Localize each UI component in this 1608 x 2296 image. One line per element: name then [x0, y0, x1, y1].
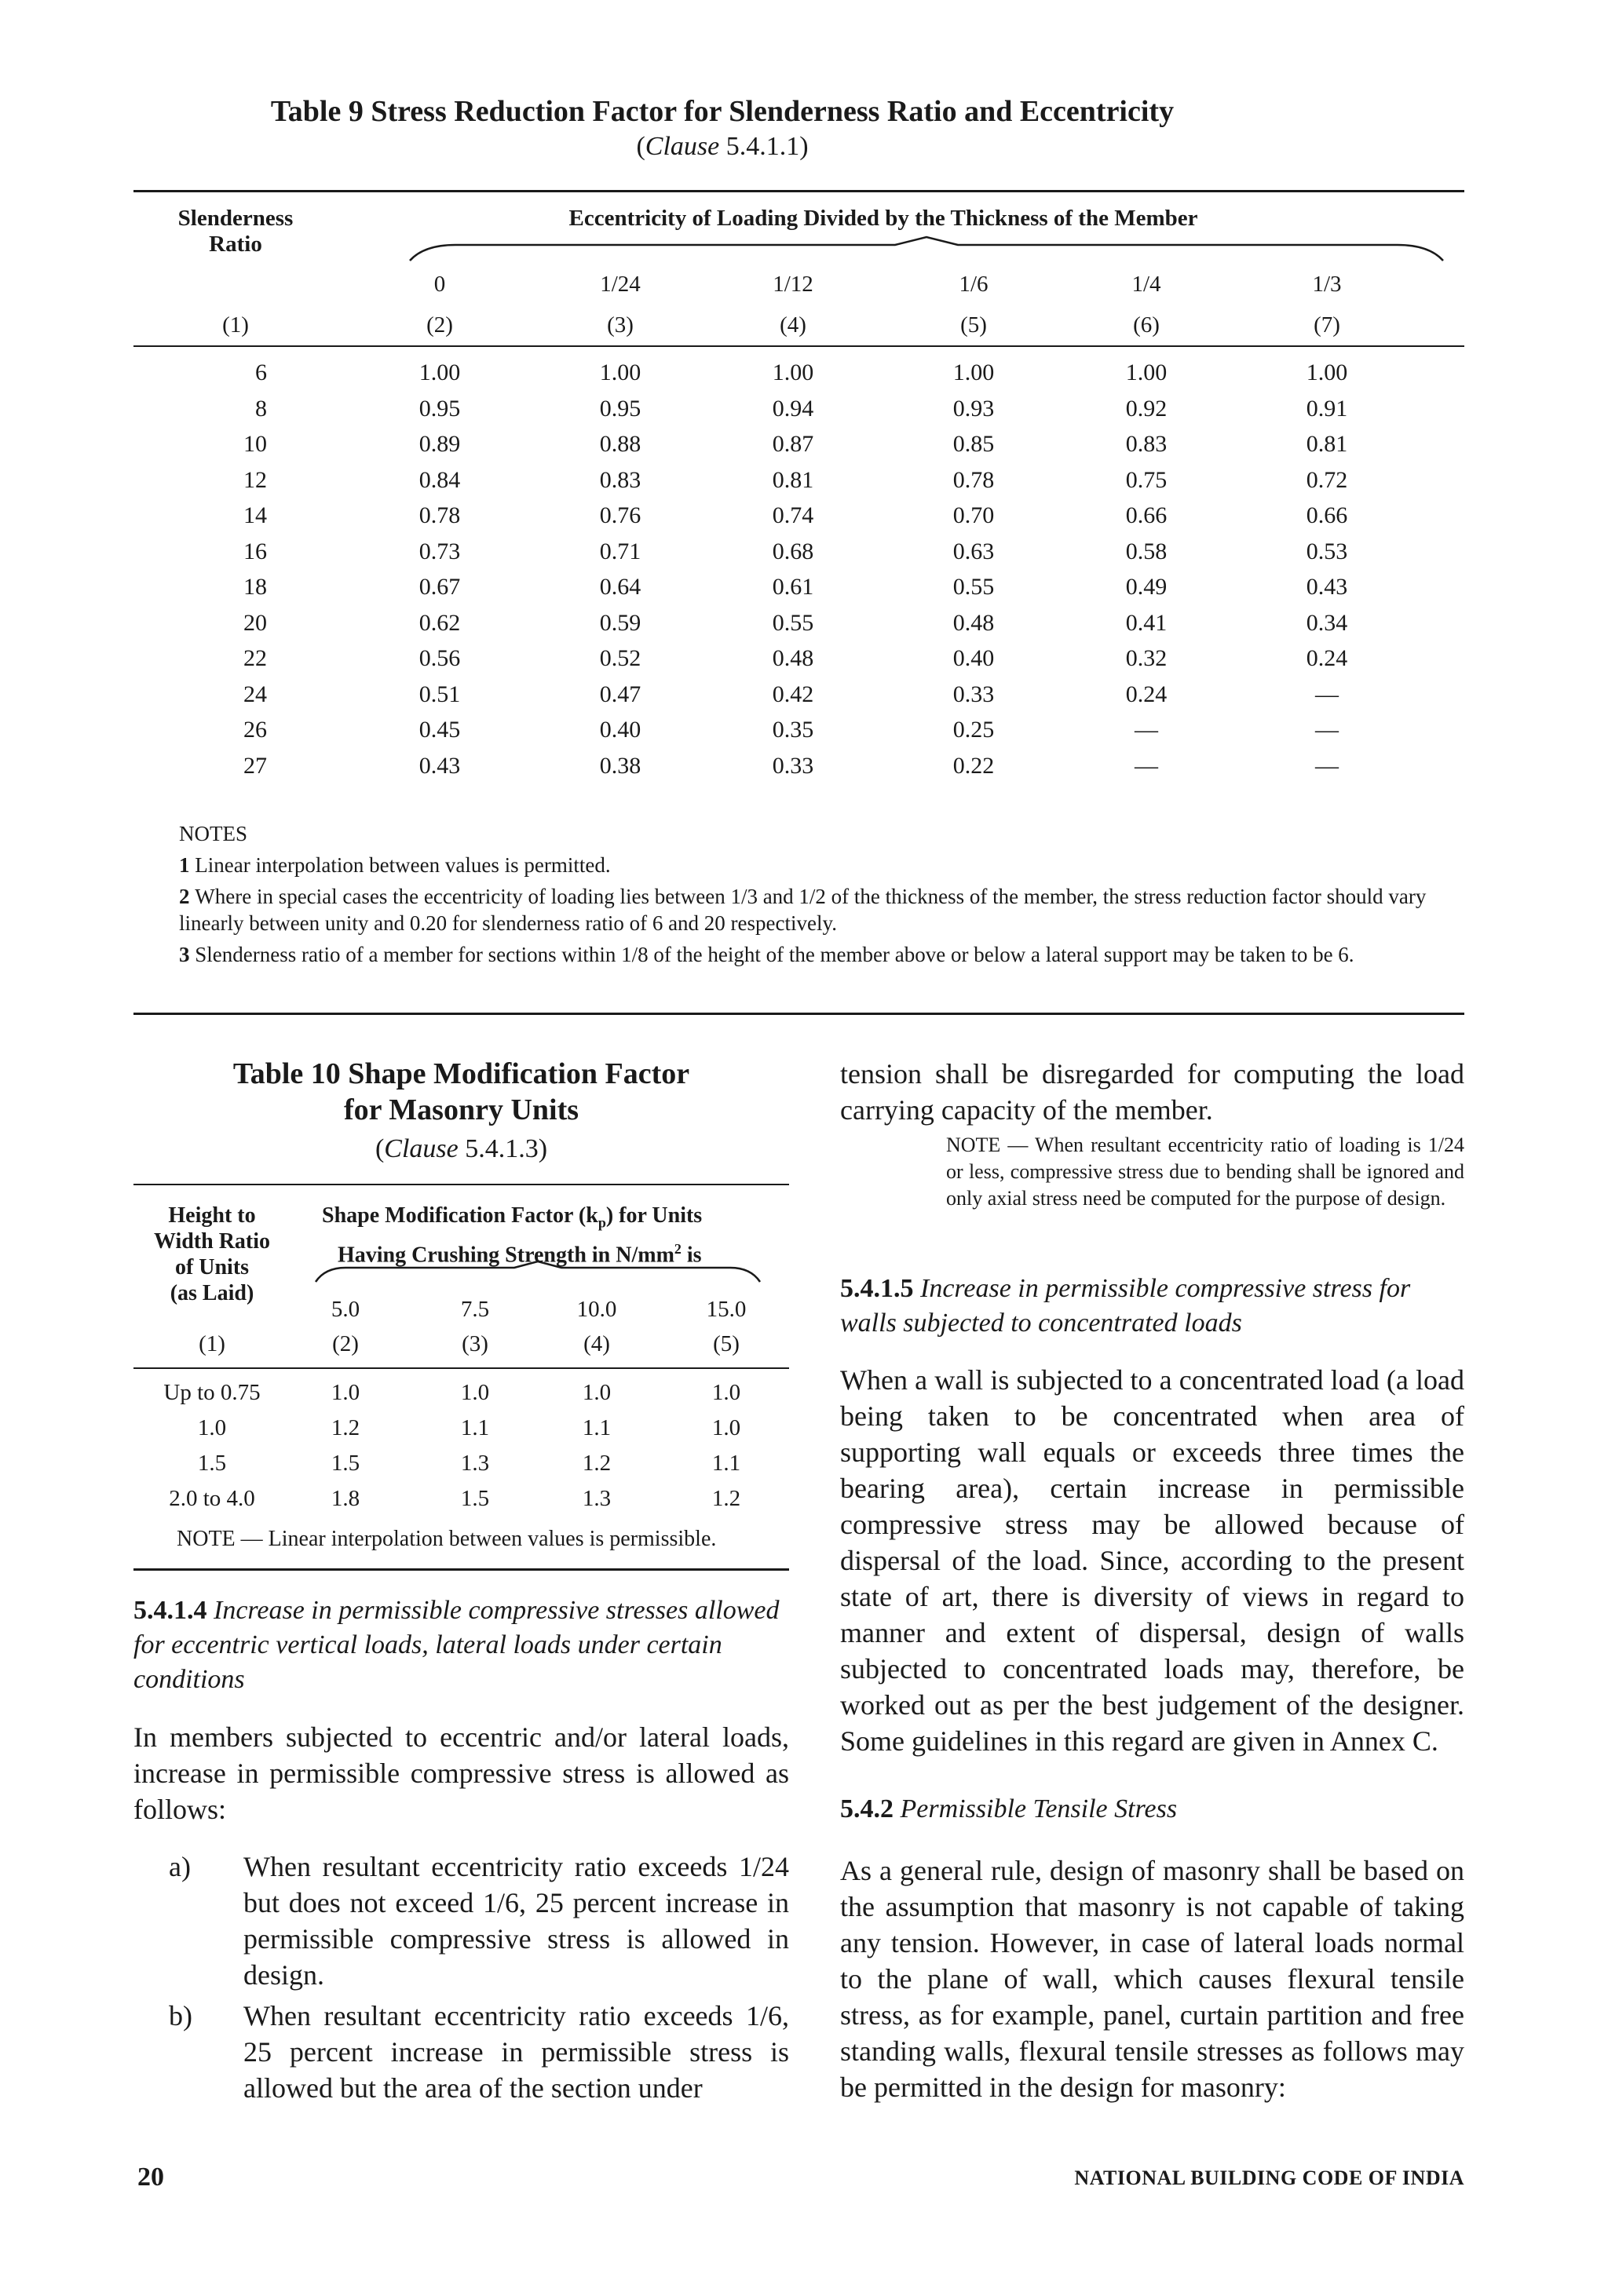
table9-value-cell: 0.41: [1125, 609, 1168, 636]
table9-ratio-cell: 6: [255, 360, 267, 385]
section-5414-heading: [133, 1593, 789, 1697]
table10-column-number: (2): [332, 1331, 359, 1356]
table9-ratio-cell: 12: [243, 466, 267, 493]
table9-value-cell: 0.32: [1125, 645, 1168, 671]
table9-column-header: 1/4: [1131, 272, 1161, 297]
table9-ratio-cell: 22: [243, 645, 267, 671]
table10-value-cell: 1.0: [711, 1415, 741, 1440]
table9-ratio-cell: 14: [243, 502, 267, 528]
table9-column-number: (6): [1133, 312, 1160, 338]
table9-notes: [179, 852, 1467, 973]
table9-column-header: 1/24: [600, 272, 641, 297]
table9-column-number: (5): [960, 312, 987, 338]
section-5415-body: When a wall is subjected to a concentrated load (a load being taken to be concentrated when area of supporting wall equals or exceeds three times the bearing area), certain increase in permissible compressive stress may be allowed because of dispersal of the load. Since, according to the present state of art, there is diversity of views in regard to manner and extent of dispersal, design of walls subjected to concentrated loads may, therefore, be worked out as per the best judgement of the designer. Some guidelines in this regard are given in Annex C.: [840, 1364, 1464, 1757]
section-number: 5.4.2: [840, 1794, 894, 1823]
table9-column-number: (7): [1314, 312, 1340, 338]
table9-group-header: Eccentricity of Loading Divided by the Thickness of the Member: [568, 206, 1198, 231]
table9-ratio-cell: 18: [243, 574, 267, 600]
table9-value-cell: —: [1315, 681, 1339, 707]
note-number: 1: [179, 853, 196, 877]
section-5414-intro: In members subjected to eccentric and/or lateral loads, increase in permissible compressive stress is allowed as follows:: [133, 1721, 789, 1825]
table9-ratio-cell: 8: [255, 395, 267, 422]
table9-value-cell: 0.81: [1306, 431, 1348, 457]
table9-ratio-cell: 27: [243, 752, 267, 779]
table9-value-cell: 0.72: [1306, 466, 1348, 493]
table9-value-cell: 1.00: [772, 360, 814, 385]
table10-header-rule: [133, 1367, 789, 1369]
table10-top-rule: [133, 1184, 789, 1185]
group-header-text: Shape Modification Factor (k: [322, 1203, 598, 1228]
table9-value-cell: 0.68: [772, 538, 814, 564]
table9-notes-heading: NOTES: [179, 822, 247, 845]
table9-value-cell: —: [1315, 752, 1339, 779]
table9-header-rule: [133, 345, 1464, 347]
section-542-body: As a general rule, design of masonry shall be based on the assumption that masonry is not capable of taking any tension. However, in case of lateral loads normal to the plane of wall, which causes flexural tensile stress, as for example, panel, curtain partition and free standing walls, flexural tensile stresses as follows may be permitted in the design for masonry:: [840, 1855, 1464, 2103]
table9-top-rule: [133, 190, 1464, 192]
table9-value-cell: 0.58: [1125, 538, 1168, 564]
table9-value-cell: 0.38: [599, 752, 641, 779]
clause-number: 5.4.1.1: [725, 132, 800, 161]
table9-value-cell: 0.56: [418, 645, 461, 671]
page-number: 20: [137, 2163, 164, 2192]
publication-name: NATIONAL BUILDING CODE OF INDIA: [1074, 2166, 1464, 2189]
table9-value-cell: 0.43: [418, 752, 461, 779]
section-542-heading: [840, 1791, 1464, 1827]
table9-value-cell: 1.00: [1306, 360, 1348, 385]
table10-value-cell: 1.0: [460, 1380, 490, 1405]
table9-column-header: 1/12: [773, 272, 813, 297]
table9-value-cell: 0.24: [1125, 681, 1168, 707]
table10-value-cell: 1.3: [460, 1451, 490, 1476]
table10-column-number: (5): [713, 1331, 740, 1356]
clause-label: Clause: [645, 132, 720, 161]
table9-value-cell: —: [1135, 717, 1158, 743]
table10-value-cell: 1.1: [711, 1451, 741, 1476]
table9-value-cell: 0.22: [952, 752, 995, 779]
table9-value-cell: 0.76: [599, 502, 641, 528]
table9-value-cell: 0.74: [772, 502, 814, 528]
table9-value-cell: 0.34: [1306, 609, 1348, 636]
table10-value-cell: 1.5: [460, 1486, 490, 1511]
table9-ratio-cell: 26: [243, 717, 267, 743]
table10-row-header: [133, 1203, 291, 1306]
table10-value-cell: 1.0: [711, 1380, 741, 1405]
row-header-line2: Ratio: [209, 232, 262, 257]
section-heading: Increase in permissible compressive stresses allowed for eccentric vertical loads, lateral loads under certain conditions: [133, 1596, 780, 1694]
table10-column-header: 5.0: [331, 1297, 360, 1322]
table9-value-cell: —: [1135, 752, 1158, 779]
table9-column-header: 1/6: [959, 272, 989, 297]
table9-value-cell: 0.95: [599, 395, 641, 422]
table10-value-cell: 1.1: [582, 1415, 612, 1440]
table9-note: [179, 852, 1467, 878]
note-number: 3: [179, 943, 196, 966]
table9-value-cell: 0.62: [418, 609, 461, 636]
table9-value-cell: 0.47: [599, 681, 641, 707]
list-item-a-label: a): [169, 1851, 191, 1882]
table10-value-cell: 1.0: [331, 1380, 360, 1405]
group-header-subscript: p: [598, 1214, 606, 1231]
table9-value-cell: 0.33: [772, 752, 814, 779]
table9-value-cell: 0.43: [1306, 574, 1348, 600]
continuation-text: tension shall be disregarded for computing the load carrying capacity of the member.: [840, 1058, 1464, 1126]
table9-value-cell: 0.49: [1125, 574, 1168, 600]
table10-column-header: 10.0: [576, 1297, 617, 1322]
group-header-text: is: [681, 1242, 702, 1267]
table10-bottom-rule: [133, 1568, 789, 1571]
list-item-b-label: b): [169, 2000, 192, 2031]
section-number: 5.4.1.5: [840, 1274, 914, 1303]
table10-column-number: (1): [199, 1331, 225, 1356]
table10-value-cell: 1.5: [331, 1451, 360, 1476]
group-header-superscript: 2: [674, 1240, 682, 1257]
table10-value-cell: 1.0: [582, 1380, 612, 1405]
table9-bottom-rule: [133, 1013, 1464, 1015]
table10-ratio-cell: 1.5: [197, 1451, 227, 1476]
table9-value-cell: 0.71: [599, 538, 641, 564]
table10-value-cell: 1.8: [331, 1486, 360, 1511]
eccentricity-note: NOTE — When resultant eccentricity ratio of loading is 1/24 or less, compressive stress due to bending shall be ignored and only axial stress need be computed for the purpose of design.: [946, 1133, 1464, 1210]
note-text: Linear interpolation between values is permitted.: [195, 853, 611, 877]
section-heading: Permissible Tensile Stress: [900, 1794, 1178, 1823]
table9-value-cell: 0.92: [1125, 395, 1168, 422]
table9-value-cell: 0.45: [418, 717, 461, 743]
table10-value-cell: 1.2: [582, 1451, 612, 1476]
table9-value-cell: 0.91: [1306, 395, 1348, 422]
table10-column-number: (3): [462, 1331, 488, 1356]
table9-ratio-cell: 24: [243, 681, 267, 707]
group-header-text: Having Crushing Strength in N/mm: [338, 1242, 674, 1267]
table10-column-header: 15.0: [706, 1297, 747, 1322]
table9-title: Table 9 Stress Reduction Factor for Slenderness Ratio and Eccentricity: [270, 95, 1175, 128]
table9-value-cell: 0.95: [418, 395, 461, 422]
table9-column-header: 1/3: [1312, 272, 1342, 297]
table9-ratio-cell: 16: [243, 538, 267, 564]
table9-value-cell: 0.42: [772, 681, 814, 707]
table9-group-brace: [408, 235, 1445, 267]
table9-value-cell: 0.83: [599, 466, 641, 493]
table9-value-cell: 0.59: [599, 609, 641, 636]
row-header-line: Height to: [168, 1203, 256, 1228]
list-item-b-text: When resultant eccentricity ratio exceeds 1/6, 25 percent increase in permissible stress is allowed but the area of the section under: [243, 2000, 789, 2104]
table9-value-cell: 0.25: [952, 717, 995, 743]
table9-value-cell: 0.70: [952, 502, 995, 528]
table9-ratio-cell: 20: [243, 609, 267, 636]
table10-ratio-cell: Up to 0.75: [163, 1380, 261, 1405]
note-text: Where in special cases the eccentricity of loading lies between 1/3 and 1/2 of the thickness of the member, the stress reduction factor should vary linearly between unity and 0.20 for slenderness ratio of 6 and 20 respectively.: [179, 885, 1427, 935]
table9-value-cell: 0.94: [772, 395, 814, 422]
row-header-line1: Slenderness: [177, 206, 294, 231]
table10-clause: (Clause 5.4.1.3): [375, 1134, 548, 1163]
table10-value-cell: 1.1: [460, 1415, 490, 1440]
table9-column-header: 0: [433, 272, 446, 297]
table9-value-cell: 1.00: [1125, 360, 1168, 385]
table9-value-cell: 0.35: [772, 717, 814, 743]
table10-value-cell: 1.2: [711, 1486, 741, 1511]
table9-value-cell: 0.40: [599, 717, 641, 743]
table9-value-cell: 0.84: [418, 466, 461, 493]
table9-value-cell: 0.89: [418, 431, 461, 457]
table9-value-cell: 0.55: [952, 574, 995, 600]
table10-value-cell: 1.2: [331, 1415, 360, 1440]
section-number: 5.4.1.4: [133, 1596, 207, 1625]
table9-value-cell: 0.52: [599, 645, 641, 671]
table10-title-line1: Table 10 Shape Modification Factor: [232, 1057, 690, 1090]
table10-group-brace: [314, 1260, 762, 1287]
table9-value-cell: 0.88: [599, 431, 641, 457]
table10-ratio-cell: 1.0: [197, 1415, 227, 1440]
table9-value-cell: 0.33: [952, 681, 995, 707]
table10-value-cell: 1.3: [582, 1486, 612, 1511]
table10-group-header: [322, 1203, 793, 1268]
group-header-text: ) for Units: [605, 1203, 703, 1228]
table9-value-cell: 0.66: [1306, 502, 1348, 528]
table9-value-cell: 0.85: [952, 431, 995, 457]
table10-title-line2: for Masonry Units: [343, 1093, 579, 1126]
table10-ratio-cell: 2.0 to 4.0: [169, 1486, 255, 1511]
table9-value-cell: 0.48: [772, 645, 814, 671]
table9-value-cell: 0.93: [952, 395, 995, 422]
table9-ratio-cell: 10: [243, 431, 267, 457]
table9-clause: (Clause 5.4.1.1): [636, 132, 809, 161]
table9-value-cell: 1.00: [599, 360, 641, 385]
table9-value-cell: —: [1315, 717, 1339, 743]
table9-value-cell: 0.73: [418, 538, 461, 564]
table9-value-cell: 0.78: [952, 466, 995, 493]
clause-number: 5.4.1.3: [465, 1134, 539, 1163]
table9-column-number: (3): [607, 312, 634, 338]
table9-value-cell: 0.67: [418, 574, 461, 600]
table9-value-cell: 0.64: [599, 574, 641, 600]
note-number: 2: [179, 885, 196, 908]
table9-value-cell: 0.53: [1306, 538, 1348, 564]
table10-column-number: (4): [583, 1331, 610, 1356]
table9-value-cell: 0.78: [418, 502, 461, 528]
table9-value-cell: 0.66: [1125, 502, 1168, 528]
table9-value-cell: 0.81: [772, 466, 814, 493]
note-text: Slenderness ratio of a member for sections within 1/8 of the height of the member above or below a lateral support may be taken to be 6.: [195, 943, 1354, 966]
row-header-line: of Units: [174, 1255, 250, 1279]
table9-column-number: (1): [222, 312, 249, 338]
section-heading: Increase in permissible compressive stress for walls subjected to concentrated loads: [840, 1274, 1411, 1338]
list-item-a-text: When resultant eccentricity ratio exceeds 1/24 but does not exceed 1/6, 25 percent increase in permissible compressive stress is allowed in design.: [243, 1851, 789, 1991]
table9-value-cell: 0.55: [772, 609, 814, 636]
row-header-line: (as Laid): [170, 1281, 254, 1305]
clause-label: Clause: [384, 1134, 459, 1163]
table9-value-cell: 0.40: [952, 645, 995, 671]
table9-value-cell: 0.24: [1306, 645, 1348, 671]
table9-value-cell: 0.61: [772, 574, 814, 600]
table9-value-cell: 0.87: [772, 431, 814, 457]
section-5415-heading: [840, 1272, 1464, 1341]
table9-value-cell: 0.63: [952, 538, 995, 564]
row-header-line: Width Ratio: [153, 1229, 271, 1254]
table9-value-cell: 0.83: [1125, 431, 1168, 457]
table10-column-header: 7.5: [460, 1297, 490, 1322]
table9-value-cell: 0.48: [952, 609, 995, 636]
table9-row-header: [157, 206, 314, 257]
table9-column-number: (2): [426, 312, 453, 338]
table9-value-cell: 0.75: [1125, 466, 1168, 493]
table10-note: NOTE — Linear interpolation between values is permissible.: [177, 1527, 717, 1551]
table9-note: [179, 941, 1467, 968]
table9-value-cell: 1.00: [418, 360, 461, 385]
table9-value-cell: 1.00: [952, 360, 995, 385]
table10-title: [133, 1056, 789, 1128]
table9-column-number: (4): [780, 312, 806, 338]
table9-note: [179, 883, 1467, 936]
table9-value-cell: 0.51: [418, 681, 461, 707]
